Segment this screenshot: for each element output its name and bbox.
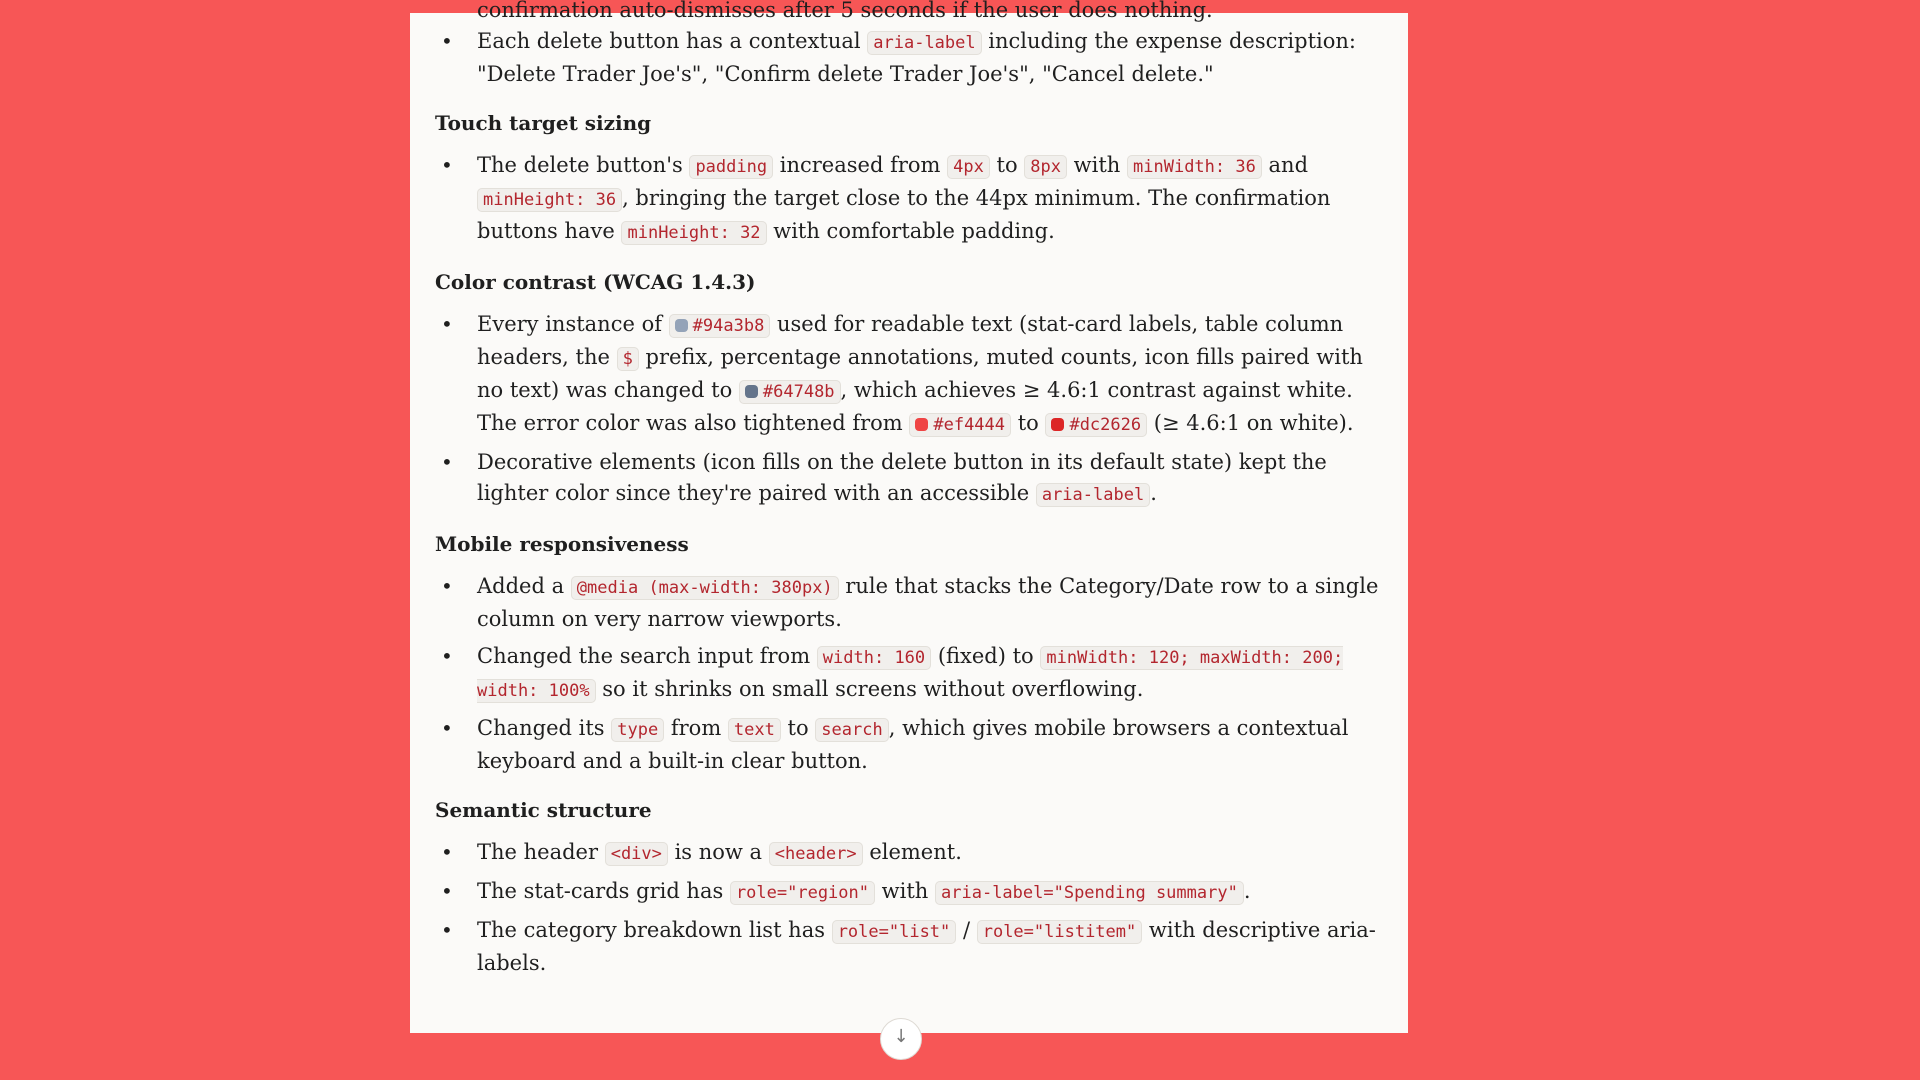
list-item: • The stat-cards grid has role="region" with aria-label="Spending summary" .	[435, 876, 1385, 909]
inline-code: role="region"	[730, 881, 875, 905]
intro-list	[435, 26, 1385, 90]
color-swatch	[915, 418, 928, 431]
document-panel	[410, 0, 1408, 1047]
inline-code: type	[611, 718, 664, 742]
semantic-list	[435, 837, 1385, 979]
inline-code: #64748b	[739, 380, 841, 404]
inline-code: aria-label	[1036, 483, 1150, 507]
section-heading-mobile: Mobile responsiveness	[435, 532, 689, 556]
scroll-down-button[interactable]	[880, 1018, 922, 1060]
inline-code: 4px	[947, 155, 990, 179]
inline-code: minWidth: 36	[1127, 155, 1262, 179]
list-item: • Added a @media (max-width: 380px) rule that stacks the Category/Date row to a single column on very narrow viewports.	[435, 571, 1385, 635]
inline-code: aria-label="Spending summary"	[935, 881, 1244, 905]
arrow-down-icon: ↓	[893, 1026, 909, 1047]
list-item: • The delete button's padding increased from 4px to 8px with minWidth: 36 and minHeight: 36 , bringing the target close to the 44px minimum. The confirmation buttons have minHeight: 32 with comfortable padding.	[435, 150, 1385, 249]
inline-code: minWidth: 120; maxWidth: 200; width: 100%	[477, 648, 1344, 701]
color-swatch	[675, 319, 688, 332]
document-content	[435, 0, 1385, 985]
list-item: • The category breakdown list has role="list" / role="listitem" with descriptive aria-labels.	[435, 915, 1385, 979]
list-item: • Changed its type from text to search , which gives mobile browsers a contextual keyboard and a built-in clear button.	[435, 713, 1385, 777]
list-item: • Each delete button has a contextual aria-label including the expense description: "Delete Trader Joe's", "Confirm delete Trader Joe's", "Cancel delete."	[435, 26, 1385, 90]
inline-code: <div>	[605, 842, 668, 866]
inline-code: padding	[689, 155, 773, 179]
inline-code: search	[815, 718, 888, 742]
inline-code: aria-label	[867, 31, 981, 55]
list-item: • Decorative elements (icon fills on the delete button in its default state) kept the lighter color since they're paired with an accessible aria-label .	[435, 447, 1385, 511]
color-swatch	[1051, 418, 1064, 431]
list-item: • Every instance of #94a3b8 used for readable text (stat-card labels, table column headers, the $ prefix, percentage annotations, muted counts, icon fills paired with no text) was changed to #64748b , which achieves ≥ 4.6:1 contrast against white. The error color was also tightened from #ef4444 to #dc2626 (≥ 4.6:1 on white).	[435, 309, 1385, 441]
inline-code: width: 160	[817, 646, 931, 670]
mobile-list	[435, 571, 1385, 777]
list-item: • Changed the search input from width: 160 (fixed) to minWidth: 120; maxWidth: 200; width: 100% so it shrinks on small screens without overflowing.	[435, 641, 1385, 707]
inline-code: <header>	[769, 842, 863, 866]
inline-code: 8px	[1024, 155, 1067, 179]
inline-code: #dc2626	[1045, 413, 1147, 437]
inline-code: text	[728, 718, 781, 742]
cut-off-line: confirmation auto-dismisses after 5 seconds if the user does nothing.	[477, 0, 1213, 22]
list-item: • The header <div> is now a <header> element.	[435, 837, 1385, 870]
color-swatch	[745, 385, 758, 398]
contrast-list	[435, 309, 1385, 511]
section-heading-contrast: Color contrast (WCAG 1.4.3)	[435, 270, 756, 294]
inline-code: minHeight: 36	[477, 188, 622, 212]
section-heading-touch: Touch target sizing	[435, 111, 652, 135]
inline-code: #ef4444	[909, 413, 1011, 437]
inline-code: $	[617, 347, 639, 371]
section-heading-semantic: Semantic structure	[435, 798, 652, 822]
inline-code: minHeight: 32	[621, 221, 766, 245]
inline-code: #94a3b8	[669, 314, 771, 338]
touch-list	[435, 150, 1385, 249]
inline-code: role="list"	[832, 920, 957, 944]
inline-code: role="listitem"	[977, 920, 1143, 944]
inline-code: @media (max-width: 380px)	[571, 576, 839, 600]
